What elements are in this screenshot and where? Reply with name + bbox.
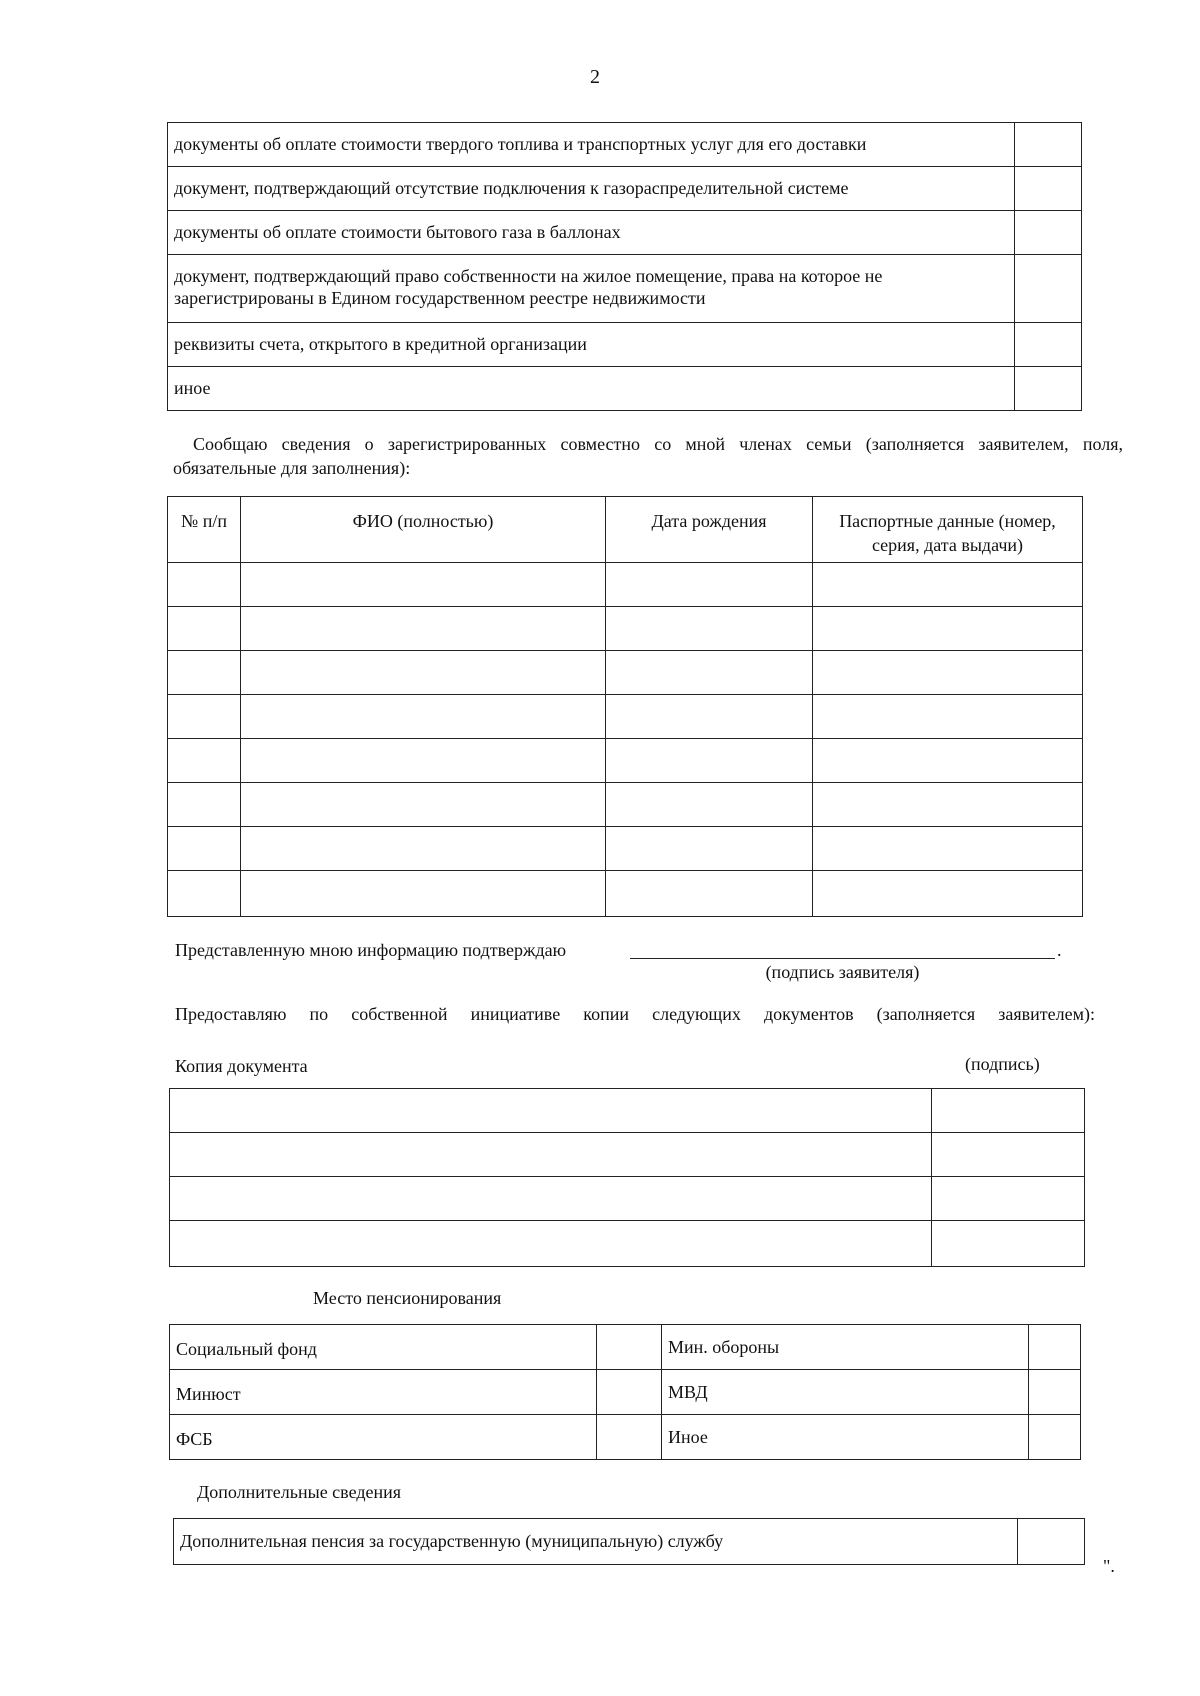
document-checkbox[interactable]: [1015, 211, 1082, 255]
column-header-number: № п/п: [168, 497, 241, 563]
cell-passport[interactable]: [813, 739, 1083, 783]
pension-option-label: ФСБ: [170, 1415, 597, 1460]
cell-passport[interactable]: [813, 827, 1083, 871]
column-header-passport: Паспортные данные (номер, серия, дата выдачи): [813, 497, 1083, 563]
pension-checkbox[interactable]: [597, 1415, 662, 1460]
cell-document-copy[interactable]: [170, 1177, 932, 1221]
table-row: [168, 563, 1083, 607]
cell-fullname[interactable]: [241, 871, 606, 917]
document-checkbox[interactable]: [1015, 255, 1082, 323]
cell-document-copy[interactable]: [170, 1133, 932, 1177]
cell-passport[interactable]: [813, 607, 1083, 651]
cell-fullname[interactable]: [241, 563, 606, 607]
cell-fullname[interactable]: [241, 651, 606, 695]
period-mark: .: [1057, 940, 1062, 960]
pension-checkbox[interactable]: [597, 1325, 662, 1370]
cell-birthdate[interactable]: [606, 783, 813, 827]
copy-document-label: Копия документа: [175, 1056, 308, 1076]
applicant-signature-line[interactable]: [630, 958, 1055, 959]
cell-number[interactable]: [168, 607, 241, 651]
cell-birthdate[interactable]: [606, 739, 813, 783]
table-row: [170, 1177, 1085, 1221]
cell-birthdate[interactable]: [606, 827, 813, 871]
cell-signature[interactable]: [932, 1133, 1085, 1177]
cell-number[interactable]: [168, 783, 241, 827]
table-row: [170, 1221, 1085, 1267]
cell-document-copy[interactable]: [170, 1089, 932, 1133]
documents-checklist-table: [167, 122, 1082, 411]
cell-number[interactable]: [168, 739, 241, 783]
cell-number[interactable]: [168, 871, 241, 917]
confirm-text: Представленную мною информацию подтверждаю: [175, 940, 567, 960]
document-checkbox[interactable]: [1015, 123, 1082, 167]
pension-checkbox[interactable]: [1029, 1325, 1081, 1370]
table-row: [168, 827, 1083, 871]
pension-option-label: Иное: [662, 1415, 1029, 1460]
pension-option-label: Мин. обороны: [662, 1325, 1029, 1370]
pension-checkbox[interactable]: [1029, 1415, 1081, 1460]
document-item-label: документ, подтверждающий право собственности на жилое помещение, права на которое не зарегистрированы в Едином государственном реестре недвижимости: [168, 255, 1015, 323]
pension-checkbox[interactable]: [597, 1370, 662, 1415]
table-row: [168, 651, 1083, 695]
pension-option-label: МВД: [662, 1370, 1029, 1415]
cell-birthdate[interactable]: [606, 607, 813, 651]
cell-number[interactable]: [168, 827, 241, 871]
cell-number[interactable]: [168, 563, 241, 607]
cell-fullname[interactable]: [241, 695, 606, 739]
document-checkbox[interactable]: [1015, 323, 1082, 367]
provide-documents-text: Предоставляю по собственной инициативе копии следующих документов (заполняется заявителем):: [175, 1004, 1095, 1024]
pension-option-label: Социальный фонд: [170, 1325, 597, 1370]
table-row: [168, 871, 1083, 917]
pension-option-label: Минюст: [170, 1370, 597, 1415]
cell-passport[interactable]: [813, 783, 1083, 827]
column-header-birthdate: Дата рождения: [606, 497, 813, 563]
cell-signature[interactable]: [932, 1177, 1085, 1221]
cell-number[interactable]: [168, 651, 241, 695]
cell-passport[interactable]: [813, 563, 1083, 607]
cell-signature[interactable]: [932, 1089, 1085, 1133]
column-header-fullname: ФИО (полностью): [241, 497, 606, 563]
table-row: [170, 1133, 1085, 1177]
cell-birthdate[interactable]: [606, 563, 813, 607]
document-item-label: документы об оплате стоимости твердого топлива и транспортных услуг для его доставки: [168, 123, 1015, 167]
document-item-label: иное: [168, 367, 1015, 411]
table-row: [168, 607, 1083, 651]
document-item-label: документы об оплате стоимости бытового газа в баллонах: [168, 211, 1015, 255]
copy-signature-label: (подпись): [965, 1054, 1040, 1074]
page-number: 2: [590, 66, 600, 88]
table-row: [168, 783, 1083, 827]
document-checkbox[interactable]: [1015, 167, 1082, 211]
cell-fullname[interactable]: [241, 607, 606, 651]
additional-section-title: Дополнительные сведения: [197, 1482, 402, 1502]
cell-fullname[interactable]: [241, 783, 606, 827]
cell-birthdate[interactable]: [606, 651, 813, 695]
closing-quote-mark: ".: [1103, 1556, 1115, 1576]
cell-passport[interactable]: [813, 695, 1083, 739]
signature-caption: (подпись заявителя): [765, 962, 920, 982]
cell-signature[interactable]: [932, 1221, 1085, 1267]
family-intro-text: Сообщаю сведения о зарегистрированных совместно со мной членах семьи (заполняется заявителем, поля, обязательные для заполнения):: [173, 434, 1123, 478]
table-row: [168, 695, 1083, 739]
cell-document-copy[interactable]: [170, 1221, 932, 1267]
cell-fullname[interactable]: [241, 739, 606, 783]
additional-info-table: [173, 1518, 1085, 1565]
document-item-label: реквизиты счета, открытого в кредитной организации: [168, 323, 1015, 367]
cell-fullname[interactable]: [241, 827, 606, 871]
copy-documents-table: [169, 1088, 1085, 1267]
additional-item-label: Дополнительная пенсия за государственную (муниципальную) службу: [174, 1519, 1018, 1565]
table-row: [168, 739, 1083, 783]
pension-section-title: Место пенсионирования: [313, 1288, 502, 1308]
cell-passport[interactable]: [813, 651, 1083, 695]
document-item-label: документ, подтверждающий отсутствие подключения к газораспределительной системе: [168, 167, 1015, 211]
cell-number[interactable]: [168, 695, 241, 739]
family-members-table: [167, 496, 1083, 917]
cell-passport[interactable]: [813, 871, 1083, 917]
cell-birthdate[interactable]: [606, 871, 813, 917]
cell-birthdate[interactable]: [606, 695, 813, 739]
pension-place-table: [169, 1324, 1081, 1460]
document-checkbox[interactable]: [1015, 367, 1082, 411]
table-row: [170, 1089, 1085, 1133]
pension-checkbox[interactable]: [1029, 1370, 1081, 1415]
additional-checkbox[interactable]: [1018, 1519, 1085, 1565]
